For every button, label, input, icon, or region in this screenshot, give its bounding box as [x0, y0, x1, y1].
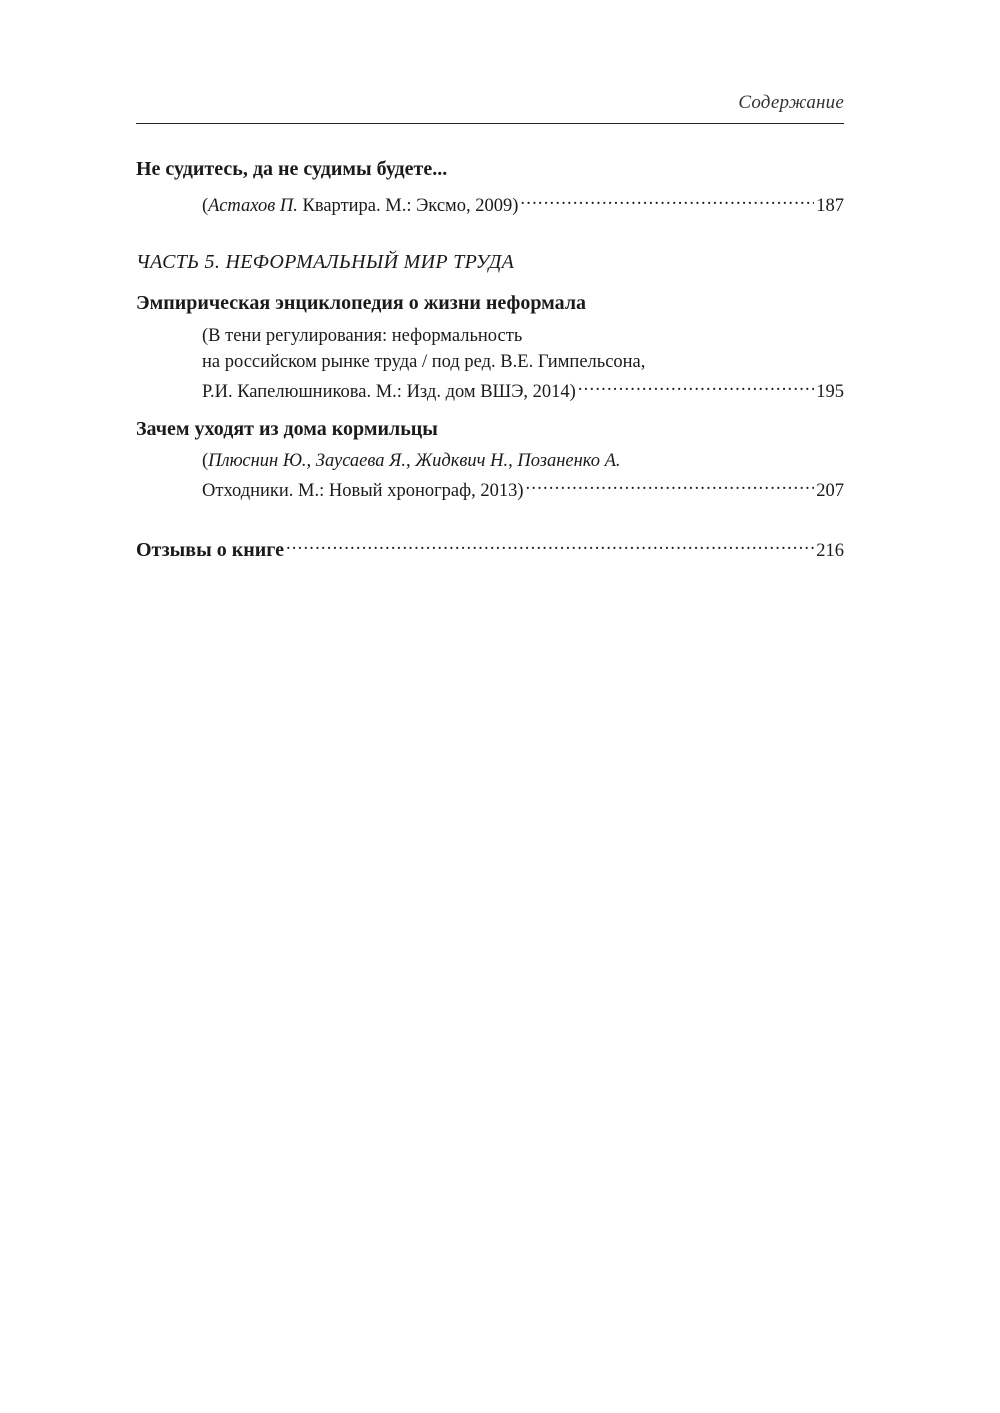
toc-entry-reviews[interactable]	[136, 537, 844, 562]
page-number: 195	[816, 381, 844, 402]
toc-entry-reference[interactable]	[202, 477, 844, 502]
reference-line: (В тени регулирования: неформальность	[202, 326, 523, 346]
reference-line: (Плюснин Ю., Заусаева Я., Жидквич Н., Позаненко А.	[202, 451, 621, 471]
reference-line: на российском рынке труда / под ред. В.Е. Гимпельсона,	[202, 352, 646, 372]
toc-entry-reference[interactable]	[202, 378, 844, 403]
page-number: 207	[816, 480, 844, 501]
leader-dots	[520, 192, 814, 211]
part-title: ЧАСТЬ 5. НЕФОРМАЛЬНЫЙ МИР ТРУДА	[136, 251, 515, 273]
leader-dots	[578, 378, 814, 397]
page-number: 216	[816, 540, 844, 561]
toc-entry-title: Отзывы о книге	[136, 538, 284, 561]
toc-entry-title[interactable]: Не судитесь, да не судимы будете...	[136, 158, 448, 180]
reference-text: Р.И. Капелюшникова. М.: Изд. дом ВШЭ, 2014)	[202, 381, 576, 402]
reference-text: Отходники. М.: Новый хронограф, 2013)	[202, 480, 524, 501]
reference-text: (Астахов П. Квартира. М.: Эксмо, 2009)	[202, 195, 519, 216]
leader-dots	[286, 537, 814, 556]
toc-entry-title[interactable]: Зачем уходят из дома кормильцы	[136, 418, 438, 440]
running-header: Содержание	[738, 92, 844, 113]
leader-dots	[526, 477, 815, 496]
page-number: 187	[816, 195, 844, 216]
toc-entry-title[interactable]: Эмпирическая энциклопедия о жизни неформала	[136, 292, 587, 314]
header-rule	[136, 123, 844, 124]
toc-entry-reference[interactable]	[202, 192, 844, 217]
